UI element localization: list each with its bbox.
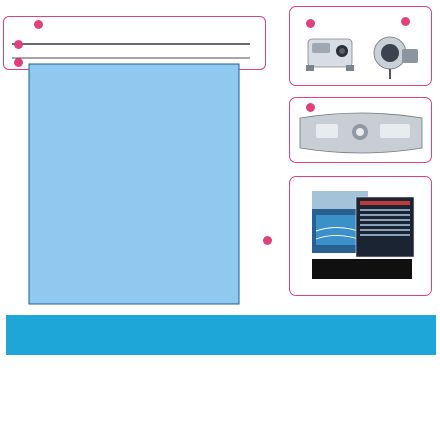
timing-console-illustration	[294, 110, 428, 158]
starter-unit-icon	[306, 39, 354, 71]
strobe-speaker-icon	[374, 37, 418, 79]
scoreboard-illustration	[308, 187, 418, 283]
callout-1	[34, 20, 43, 29]
results-scoreboard-image	[356, 197, 414, 257]
callout-5	[401, 17, 410, 26]
callout-4	[306, 19, 315, 28]
callout-7	[263, 236, 272, 245]
scoreboard-panel	[289, 176, 432, 296]
start-system-illustration	[298, 29, 426, 81]
timing-console-panel	[289, 97, 432, 163]
pool-diagram	[0, 0, 270, 310]
callout-2	[14, 40, 23, 49]
callout-3	[14, 58, 23, 67]
start-system-panel	[289, 6, 432, 86]
pool-outline	[29, 64, 239, 304]
console-keypad-icon	[352, 124, 368, 140]
description-banner	[6, 315, 436, 355]
led-timer-board	[312, 259, 412, 279]
